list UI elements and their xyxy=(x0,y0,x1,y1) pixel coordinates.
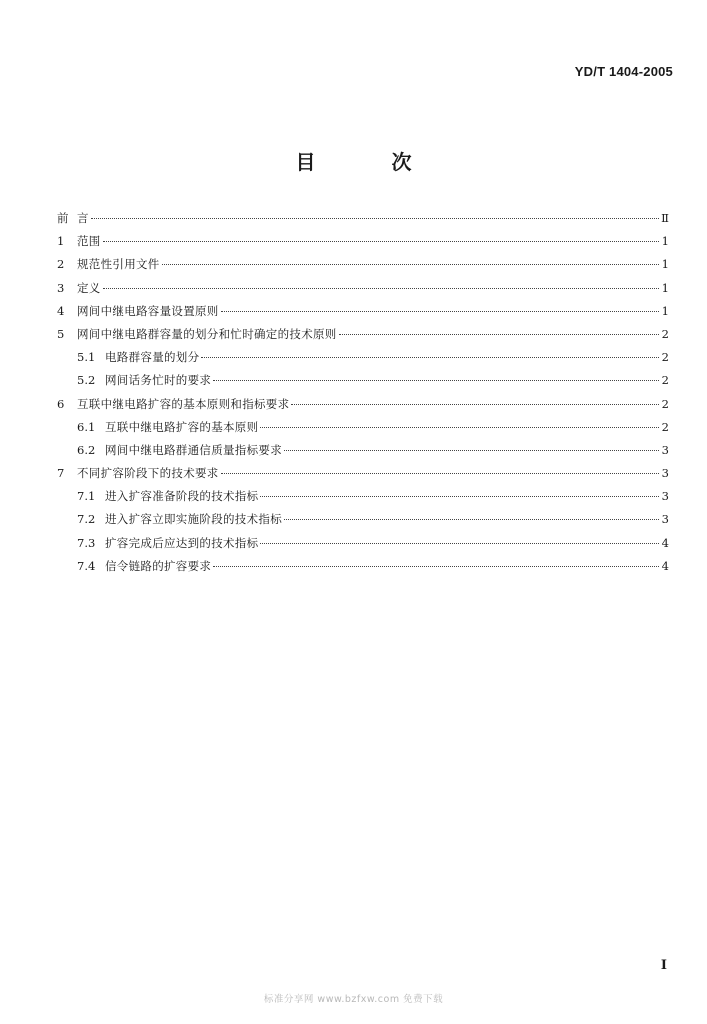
toc-entry-number: 5 xyxy=(57,326,65,341)
watermark-text: 标准分享网 www.bzfxw.com 免费下载 xyxy=(263,994,444,1005)
toc-dot-leader xyxy=(213,566,659,567)
toc-entry-number: 5.2 xyxy=(77,373,96,388)
toc-entry[interactable] xyxy=(57,416,669,439)
toc-entry[interactable] xyxy=(57,253,669,276)
toc-entry-title: 网间话务忙时的要求 xyxy=(105,373,212,388)
toc-entry[interactable] xyxy=(57,439,669,462)
toc-entry-number: 6 xyxy=(57,396,65,411)
toc-entry-title: 不同扩容阶段下的技术要求 xyxy=(77,466,219,481)
toc-entry[interactable] xyxy=(57,207,669,230)
toc-dot-leader xyxy=(260,496,659,497)
toc-entry[interactable] xyxy=(57,485,669,508)
toc-entry-title: 网间中继电路容量设置原则 xyxy=(77,303,219,318)
toc-entry-page: 3 xyxy=(661,489,669,504)
toc-dot-leader xyxy=(260,427,659,428)
toc-entry-title: 网间中继电路群容量的划分和忙时确定的技术原则 xyxy=(77,326,337,341)
toc-entry-page: 2 xyxy=(661,373,669,388)
toc-entry-page: Ⅱ xyxy=(661,211,669,225)
toc-entry-title: 扩容完成后应达到的技术指标 xyxy=(105,535,259,550)
toc-entry[interactable] xyxy=(57,323,669,346)
toc-entry-title: 言 xyxy=(77,211,89,225)
page-number: I xyxy=(660,958,667,973)
toc-entry-number: 7.4 xyxy=(77,558,96,573)
toc-entry-number: 1 xyxy=(57,234,65,249)
page-title: 目 次 xyxy=(295,150,440,174)
toc-entry-page: 4 xyxy=(661,558,669,573)
toc-entry[interactable] xyxy=(57,508,669,531)
toc-entry-page: 4 xyxy=(661,535,669,550)
toc-entry-number: 4 xyxy=(57,303,65,318)
toc-entry-number: 6.2 xyxy=(77,442,96,457)
toc-entry-title: 规范性引用文件 xyxy=(77,257,160,272)
toc-dot-leader xyxy=(260,543,659,544)
toc-entry-title: 范围 xyxy=(77,234,101,249)
toc-entry-number: 前 xyxy=(57,211,69,225)
table-of-contents xyxy=(57,207,669,578)
toc-entry[interactable] xyxy=(57,346,669,369)
toc-entry-page: 1 xyxy=(661,234,669,249)
toc-dot-leader xyxy=(221,311,659,312)
toc-entry-title: 网间中继电路群通信质量指标要求 xyxy=(105,442,282,457)
toc-entry-title: 互联中继电路扩容的基本原则和指标要求 xyxy=(77,396,290,411)
toc-entry-page: 1 xyxy=(661,257,669,272)
toc-dot-leader xyxy=(339,334,659,335)
toc-entry-title: 电路群容量的划分 xyxy=(105,350,200,365)
toc-entry-page: 1 xyxy=(661,303,669,318)
toc-entry[interactable] xyxy=(57,230,669,253)
toc-entry-page: 3 xyxy=(661,466,669,481)
toc-entry-title: 进入扩容准备阶段的技术指标 xyxy=(105,489,259,504)
toc-entry-number: 5.1 xyxy=(77,350,96,365)
toc-dot-leader xyxy=(162,264,659,265)
toc-entry-page: 3 xyxy=(661,442,669,457)
toc-dot-leader xyxy=(103,288,659,289)
document-code: YD/T 1404-2005 xyxy=(574,64,673,79)
toc-entry-number: 7.3 xyxy=(77,535,96,550)
toc-entry-page: 2 xyxy=(661,396,669,411)
toc-entry[interactable] xyxy=(57,369,669,392)
toc-entry-page: 2 xyxy=(661,350,669,365)
toc-entry-number: 6.1 xyxy=(77,419,96,434)
toc-entry-number: 7 xyxy=(57,466,65,481)
toc-entry-number: 3 xyxy=(57,280,65,295)
toc-dot-leader xyxy=(103,241,659,242)
toc-entry-number: 7.1 xyxy=(77,489,96,504)
toc-entry[interactable] xyxy=(57,300,669,323)
toc-entry[interactable] xyxy=(57,555,669,578)
toc-entry-title: 互联中继电路扩容的基本原则 xyxy=(105,419,259,434)
toc-entry-title: 进入扩容立即实施阶段的技术指标 xyxy=(105,512,282,527)
toc-dot-leader xyxy=(221,473,659,474)
toc-dot-leader xyxy=(291,404,659,405)
toc-entry[interactable] xyxy=(57,532,669,555)
toc-dot-leader xyxy=(213,380,659,381)
toc-dot-leader xyxy=(91,218,659,219)
toc-dot-leader xyxy=(201,357,659,358)
toc-dot-leader xyxy=(284,450,659,451)
toc-entry-number: 2 xyxy=(57,257,65,272)
toc-entry-title: 定义 xyxy=(77,280,101,295)
toc-entry-number: 7.2 xyxy=(77,512,96,527)
toc-entry-page: 3 xyxy=(661,512,669,527)
toc-entry[interactable] xyxy=(57,393,669,416)
toc-entry-page: 2 xyxy=(661,326,669,341)
toc-dot-leader xyxy=(284,519,659,520)
toc-entry[interactable] xyxy=(57,277,669,300)
toc-entry-title: 信令链路的扩容要求 xyxy=(105,558,212,573)
toc-entry-page: 1 xyxy=(661,280,669,295)
toc-entry[interactable] xyxy=(57,462,669,485)
toc-entry-page: 2 xyxy=(661,419,669,434)
